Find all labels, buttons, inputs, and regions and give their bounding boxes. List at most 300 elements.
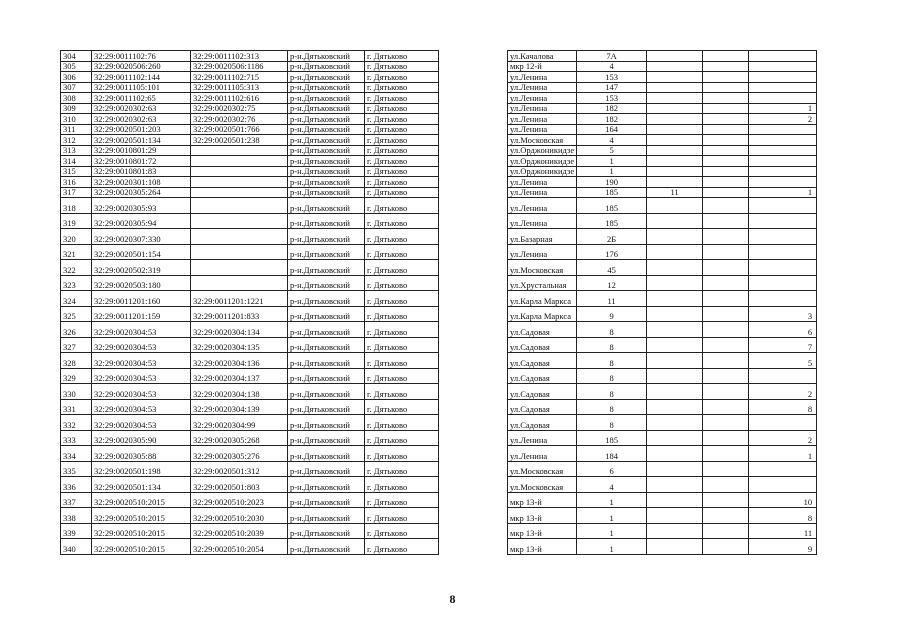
blank-cell: [439, 322, 508, 338]
object-cadastral-number: 32:29:0020501:238: [191, 135, 288, 146]
blank-cell: [439, 430, 508, 446]
district-cell: р-н.Дятьковский: [288, 275, 365, 291]
house-cell: 184: [577, 446, 647, 462]
apartment-cell: [749, 93, 817, 104]
blank-cell: [439, 135, 508, 146]
row-number: 318: [61, 198, 92, 214]
blank-cell: [703, 291, 749, 307]
street-cell: мкр 13-й: [508, 492, 577, 508]
street-cell: ул.Базарная: [508, 229, 577, 245]
city-cell: г. Дятьково: [365, 229, 439, 245]
row-number: 310: [61, 114, 92, 125]
blank-cell: [703, 508, 749, 524]
building-cell: [647, 244, 703, 260]
blank-cell: [703, 72, 749, 83]
object-cadastral-number: [191, 187, 288, 198]
city-cell: г. Дятьково: [365, 322, 439, 338]
object-cadastral-number: [191, 177, 288, 188]
street-cell: ул.Ленина: [508, 198, 577, 214]
object-cadastral-number: 32:29:0020304:138: [191, 384, 288, 400]
district-cell: р-н.Дятьковский: [288, 72, 365, 83]
district-cell: р-н.Дятьковский: [288, 523, 365, 539]
city-cell: г. Дятьково: [365, 508, 439, 524]
house-cell: 6: [577, 461, 647, 477]
district-cell: р-н.Дятьковский: [288, 399, 365, 415]
street-cell: мкр 12-й: [508, 61, 577, 72]
apartment-cell: [749, 229, 817, 245]
district-cell: р-н.Дятьковский: [288, 430, 365, 446]
apartment-cell: [749, 244, 817, 260]
blank-cell: [703, 399, 749, 415]
city-cell: г. Дятьково: [365, 213, 439, 229]
blank-cell: [439, 353, 508, 369]
city-cell: г. Дятьково: [365, 72, 439, 83]
house-cell: 164: [577, 124, 647, 135]
apartment-cell: 6: [749, 322, 817, 338]
street-cell: ул.Садовая: [508, 322, 577, 338]
row-number: 332: [61, 415, 92, 431]
street-cell: ул.Ленина: [508, 103, 577, 114]
table-row: [61, 61, 817, 72]
apartment-cell: [749, 461, 817, 477]
blank-cell: [439, 539, 508, 555]
apartment-cell: 9: [749, 539, 817, 555]
house-cell: 153: [577, 93, 647, 104]
house-cell: 12: [577, 275, 647, 291]
building-cell: [647, 461, 703, 477]
city-cell: г. Дятьково: [365, 198, 439, 214]
cadastral-number: 32:29:0020506:260: [92, 61, 191, 72]
building-cell: [647, 93, 703, 104]
street-cell: ул.Садовая: [508, 353, 577, 369]
street-cell: ул.Ленина: [508, 446, 577, 462]
blank-cell: [703, 114, 749, 125]
district-cell: р-н.Дятьковский: [288, 291, 365, 307]
cadastral-number: 32:29:0020510:2015: [92, 523, 191, 539]
cadastral-number: 32:29:0011102:65: [92, 93, 191, 104]
cadastral-number: 32:29:0010801:72: [92, 156, 191, 167]
blank-cell: [439, 82, 508, 93]
table-row: [61, 114, 817, 125]
blank-cell: [439, 229, 508, 245]
blank-cell: [439, 446, 508, 462]
building-cell: [647, 322, 703, 338]
city-cell: г. Дятьково: [365, 135, 439, 146]
building-cell: [647, 446, 703, 462]
object-cadastral-number: [191, 229, 288, 245]
blank-cell: [703, 244, 749, 260]
row-number: 304: [61, 51, 92, 62]
object-cadastral-number: 32:29:0011201:833: [191, 306, 288, 322]
cadastral-number: 32:29:0020501:134: [92, 135, 191, 146]
blank-cell: [439, 198, 508, 214]
table-row: [61, 82, 817, 93]
register-table-body: [61, 51, 817, 555]
apartment-cell: [749, 166, 817, 177]
table-row: [61, 93, 817, 104]
blank-cell: [439, 156, 508, 167]
blank-cell: [703, 430, 749, 446]
city-cell: г. Дятьково: [365, 244, 439, 260]
city-cell: г. Дятьково: [365, 145, 439, 156]
street-cell: ул.Садовая: [508, 337, 577, 353]
blank-cell: [439, 166, 508, 177]
object-cadastral-number: [191, 198, 288, 214]
city-cell: г. Дятьково: [365, 114, 439, 125]
row-number: 305: [61, 61, 92, 72]
apartment-cell: [749, 213, 817, 229]
house-cell: 8: [577, 337, 647, 353]
city-cell: г. Дятьково: [365, 539, 439, 555]
house-cell: 11: [577, 291, 647, 307]
table-row: [61, 384, 817, 400]
blank-cell: [439, 93, 508, 104]
district-cell: р-н.Дятьковский: [288, 353, 365, 369]
blank-cell: [439, 72, 508, 83]
city-cell: г. Дятьково: [365, 260, 439, 276]
blank-cell: [439, 337, 508, 353]
object-cadastral-number: 32:29:0020501:803: [191, 477, 288, 493]
district-cell: р-н.Дятьковский: [288, 260, 365, 276]
row-number: 324: [61, 291, 92, 307]
street-cell: ул.Орджоникидзе: [508, 145, 577, 156]
cadastral-number: 32:29:0011102:144: [92, 72, 191, 83]
city-cell: г. Дятьково: [365, 461, 439, 477]
table-row: [61, 306, 817, 322]
table-row: [61, 461, 817, 477]
building-cell: [647, 177, 703, 188]
house-cell: 1: [577, 523, 647, 539]
house-cell: 176: [577, 244, 647, 260]
object-cadastral-number: 32:29:0020304:139: [191, 399, 288, 415]
house-cell: 45: [577, 260, 647, 276]
table-row: [61, 166, 817, 177]
city-cell: г. Дятьково: [365, 368, 439, 384]
object-cadastral-number: 32:29:0011102:616: [191, 93, 288, 104]
district-cell: р-н.Дятьковский: [288, 124, 365, 135]
row-number: 314: [61, 156, 92, 167]
district-cell: р-н.Дятьковский: [288, 229, 365, 245]
row-number: 309: [61, 103, 92, 114]
house-cell: 5: [577, 145, 647, 156]
cadastral-number: 32:29:0020301:108: [92, 177, 191, 188]
cadastral-number: 32:29:0011201:159: [92, 306, 191, 322]
row-number: 326: [61, 322, 92, 338]
building-cell: [647, 539, 703, 555]
cadastral-number: 32:29:0011105:101: [92, 82, 191, 93]
object-cadastral-number: 32:29:0020302:75: [191, 103, 288, 114]
table-row: [61, 446, 817, 462]
apartment-cell: [749, 72, 817, 83]
blank-cell: [439, 306, 508, 322]
row-number: 316: [61, 177, 92, 188]
table-row: [61, 337, 817, 353]
blank-cell: [703, 523, 749, 539]
apartment-cell: 2: [749, 430, 817, 446]
cadastral-number: 32:29:0020510:2015: [92, 539, 191, 555]
building-cell: [647, 306, 703, 322]
city-cell: г. Дятьково: [365, 156, 439, 167]
house-cell: 182: [577, 103, 647, 114]
building-cell: [647, 114, 703, 125]
blank-cell: [703, 166, 749, 177]
street-cell: ул.Хрустальная: [508, 275, 577, 291]
cadastral-number: 32:29:0020304:53: [92, 322, 191, 338]
house-cell: 9: [577, 306, 647, 322]
house-cell: 1: [577, 539, 647, 555]
cadastral-number: 32:29:0020305:88: [92, 446, 191, 462]
apartment-cell: [749, 415, 817, 431]
row-number: 312: [61, 135, 92, 146]
city-cell: г. Дятьково: [365, 61, 439, 72]
building-cell: [647, 260, 703, 276]
street-cell: мкр 13-й: [508, 523, 577, 539]
object-cadastral-number: 32:29:0011102:715: [191, 72, 288, 83]
cadastral-number: 32:29:0020510:2015: [92, 492, 191, 508]
blank-cell: [439, 291, 508, 307]
cadastral-number: 32:29:0011201:160: [92, 291, 191, 307]
street-cell: ул.Московская: [508, 260, 577, 276]
object-cadastral-number: 32:29:0020510:2039: [191, 523, 288, 539]
street-cell: ул.Садовая: [508, 384, 577, 400]
street-cell: ул.Ленина: [508, 177, 577, 188]
cadastral-number: 32:29:0020304:53: [92, 415, 191, 431]
district-cell: р-н.Дятьковский: [288, 103, 365, 114]
district-cell: р-н.Дятьковский: [288, 156, 365, 167]
blank-cell: [439, 213, 508, 229]
building-cell: [647, 103, 703, 114]
blank-cell: [703, 461, 749, 477]
table-row: [61, 198, 817, 214]
apartment-cell: 8: [749, 399, 817, 415]
district-cell: р-н.Дятьковский: [288, 539, 365, 555]
blank-cell: [439, 124, 508, 135]
district-cell: р-н.Дятьковский: [288, 477, 365, 493]
district-cell: р-н.Дятьковский: [288, 368, 365, 384]
blank-cell: [439, 244, 508, 260]
street-cell: ул.Ленина: [508, 93, 577, 104]
object-cadastral-number: [191, 145, 288, 156]
table-row: [61, 322, 817, 338]
blank-cell: [439, 508, 508, 524]
blank-cell: [703, 322, 749, 338]
object-cadastral-number: [191, 244, 288, 260]
table-row: [61, 368, 817, 384]
object-cadastral-number: 32:29:0020501:312: [191, 461, 288, 477]
building-cell: [647, 368, 703, 384]
building-cell: [647, 124, 703, 135]
blank-cell: [703, 156, 749, 167]
cadastral-number: 32:29:0020305:264: [92, 187, 191, 198]
object-cadastral-number: [191, 275, 288, 291]
street-cell: ул.Ленина: [508, 213, 577, 229]
cadastral-number: 32:29:0020302:63: [92, 114, 191, 125]
blank-cell: [439, 275, 508, 291]
object-cadastral-number: [191, 166, 288, 177]
blank-cell: [703, 187, 749, 198]
blank-cell: [439, 145, 508, 156]
table-row: [61, 135, 817, 146]
row-number: 325: [61, 306, 92, 322]
district-cell: р-н.Дятьковский: [288, 135, 365, 146]
house-cell: 8: [577, 384, 647, 400]
row-number: 337: [61, 492, 92, 508]
blank-cell: [703, 384, 749, 400]
building-cell: [647, 337, 703, 353]
object-cadastral-number: 32:29:0020506:1186: [191, 61, 288, 72]
building-cell: 11: [647, 187, 703, 198]
blank-cell: [703, 213, 749, 229]
house-cell: 8: [577, 415, 647, 431]
table-row: [61, 156, 817, 167]
district-cell: р-н.Дятьковский: [288, 213, 365, 229]
street-cell: ул.Орджоникидзе: [508, 166, 577, 177]
table-row: [61, 187, 817, 198]
table-row: [61, 145, 817, 156]
street-cell: ул.Карла Маркса: [508, 291, 577, 307]
blank-cell: [703, 135, 749, 146]
blank-cell: [439, 61, 508, 72]
row-number: 315: [61, 166, 92, 177]
apartment-cell: [749, 260, 817, 276]
object-cadastral-number: [191, 260, 288, 276]
row-number: 319: [61, 213, 92, 229]
blank-cell: [439, 523, 508, 539]
table-row: [61, 415, 817, 431]
district-cell: р-н.Дятьковский: [288, 166, 365, 177]
object-cadastral-number: 32:29:0020501:766: [191, 124, 288, 135]
city-cell: г. Дятьково: [365, 353, 439, 369]
street-cell: ул.Карла Маркса: [508, 306, 577, 322]
row-number: 317: [61, 187, 92, 198]
cadastral-number: 32:29:0020502:319: [92, 260, 191, 276]
blank-cell: [703, 51, 749, 62]
apartment-cell: 10: [749, 492, 817, 508]
blank-cell: [439, 177, 508, 188]
blank-cell: [439, 461, 508, 477]
house-cell: 7А: [577, 51, 647, 62]
cadastral-number: 32:29:0020307:330: [92, 229, 191, 245]
house-cell: 1: [577, 156, 647, 167]
apartment-cell: 11: [749, 523, 817, 539]
building-cell: [647, 291, 703, 307]
blank-cell: [439, 415, 508, 431]
object-cadastral-number: 32:29:0011105:313: [191, 82, 288, 93]
object-cadastral-number: [191, 213, 288, 229]
row-number: 308: [61, 93, 92, 104]
blank-cell: [439, 368, 508, 384]
city-cell: г. Дятьково: [365, 275, 439, 291]
blank-cell: [703, 260, 749, 276]
table-row: [61, 229, 817, 245]
cadastral-number: 32:29:0020305:93: [92, 198, 191, 214]
house-cell: 182: [577, 114, 647, 125]
street-cell: ул.Садовая: [508, 399, 577, 415]
blank-cell: [703, 368, 749, 384]
street-cell: ул.Московская: [508, 461, 577, 477]
building-cell: [647, 492, 703, 508]
district-cell: р-н.Дятьковский: [288, 145, 365, 156]
table-row: [61, 72, 817, 83]
apartment-cell: [749, 291, 817, 307]
blank-cell: [703, 82, 749, 93]
apartment-cell: [749, 275, 817, 291]
street-cell: ул.Орджоникидзе: [508, 156, 577, 167]
district-cell: р-н.Дятьковский: [288, 187, 365, 198]
district-cell: р-н.Дятьковский: [288, 61, 365, 72]
blank-cell: [703, 353, 749, 369]
house-cell: 4: [577, 135, 647, 146]
apartment-cell: 1: [749, 187, 817, 198]
street-cell: ул.Ленина: [508, 244, 577, 260]
city-cell: г. Дятьково: [365, 82, 439, 93]
street-cell: ул.Ленина: [508, 82, 577, 93]
blank-cell: [439, 103, 508, 114]
blank-cell: [703, 446, 749, 462]
object-cadastral-number: 32:29:0020305:268: [191, 430, 288, 446]
district-cell: р-н.Дятьковский: [288, 244, 365, 260]
city-cell: г. Дятьково: [365, 103, 439, 114]
house-cell: 190: [577, 177, 647, 188]
city-cell: г. Дятьково: [365, 337, 439, 353]
building-cell: [647, 61, 703, 72]
city-cell: г. Дятьково: [365, 399, 439, 415]
district-cell: р-н.Дятьковский: [288, 93, 365, 104]
table-row: [61, 477, 817, 493]
building-cell: [647, 523, 703, 539]
city-cell: г. Дятьково: [365, 166, 439, 177]
street-cell: ул.Ленина: [508, 187, 577, 198]
district-cell: р-н.Дятьковский: [288, 337, 365, 353]
row-number: 329: [61, 368, 92, 384]
district-cell: р-н.Дятьковский: [288, 177, 365, 188]
building-cell: [647, 156, 703, 167]
blank-cell: [703, 306, 749, 322]
blank-cell: [439, 492, 508, 508]
building-cell: [647, 399, 703, 415]
object-cadastral-number: 32:29:0020510:2023: [191, 492, 288, 508]
cadastral-number: 32:29:0010801:29: [92, 145, 191, 156]
building-cell: [647, 82, 703, 93]
row-number: 340: [61, 539, 92, 555]
street-cell: ул.Ленина: [508, 72, 577, 83]
row-number: 327: [61, 337, 92, 353]
district-cell: р-н.Дятьковский: [288, 306, 365, 322]
table-row: [61, 260, 817, 276]
building-cell: [647, 430, 703, 446]
blank-cell: [703, 415, 749, 431]
blank-cell: [703, 275, 749, 291]
city-cell: г. Дятьково: [365, 51, 439, 62]
building-cell: [647, 166, 703, 177]
cadastral-number: 32:29:0020501:198: [92, 461, 191, 477]
blank-cell: [703, 337, 749, 353]
object-cadastral-number: 32:29:0020304:136: [191, 353, 288, 369]
blank-cell: [703, 492, 749, 508]
house-cell: 185: [577, 187, 647, 198]
apartment-cell: 5: [749, 353, 817, 369]
building-cell: [647, 477, 703, 493]
apartment-cell: [749, 124, 817, 135]
row-number: 328: [61, 353, 92, 369]
blank-cell: [703, 61, 749, 72]
house-cell: 2Б: [577, 229, 647, 245]
cadastral-number: 32:29:0020305:94: [92, 213, 191, 229]
city-cell: г. Дятьково: [365, 177, 439, 188]
row-number: 322: [61, 260, 92, 276]
street-cell: ул.Качалова: [508, 51, 577, 62]
district-cell: р-н.Дятьковский: [288, 461, 365, 477]
